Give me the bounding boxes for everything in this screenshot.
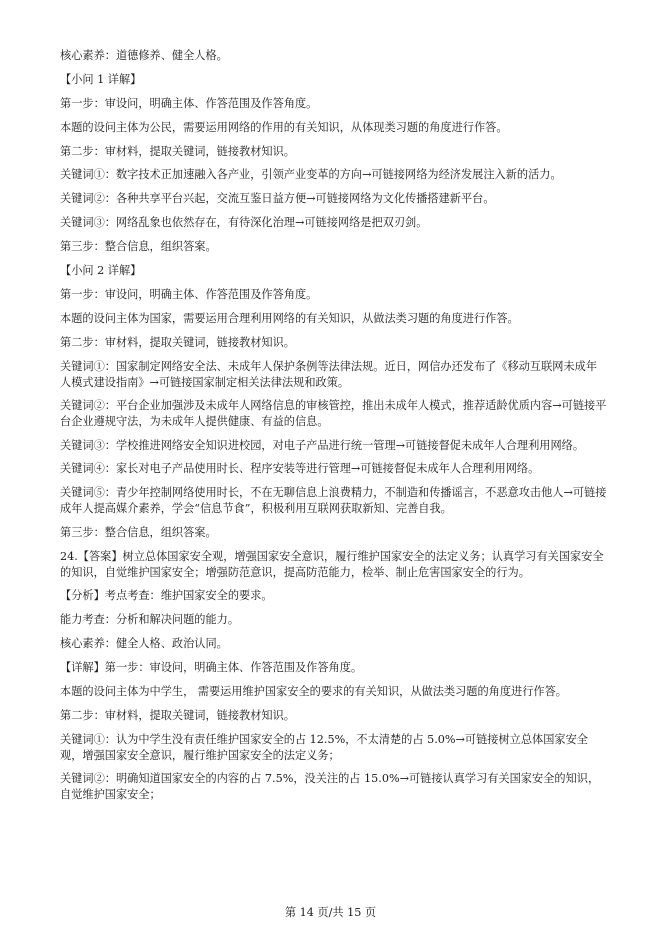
text-paragraph: 关键词⑤：青少年控制网络使用时长，不在无聊信息上浪费精力，不制造和传播谣言，不恶意攻击他人→可链接成年人提高媒介素养，学会“信息节食”，积极利用互联网获取新知、完善自我。	[60, 486, 607, 516]
text-line: 第一步：审设问，明确主体、作答范围及作答角度。	[60, 287, 318, 301]
text-line: 【详解】第一步：审设问，明确主体、作答范围及作答角度。	[60, 661, 363, 674]
text-paragraph: 关键词②：明确知道国家安全的内容的占 7.5%，没关注的占 15.0%→可链接认真学习有关国家安全的知识，自觉维护国家安全；	[60, 772, 600, 802]
answer-paragraph: 24.【答案】树立总体国家安全观，增强国家安全意识，履行维护国家安全的法定义务；认真学习有关国家安全的知识，自觉维护国家安全；增强防范意识，提高防范能力，检举、制止危害国家安全的行为。	[60, 549, 604, 579]
text-line: 核心素养：健全人格、政治认同。	[60, 637, 228, 651]
text-line: 第一步：审设问，明确主体、作答范围及作答角度。	[60, 96, 318, 110]
text-line: 本题的设问主体为国家，需要运用合理利用网络的有关知识，从做法类习题的角度进行作答。	[60, 311, 519, 325]
text-line: 关键词④：家长对电子产品使用时长、程序安装等进行管理→可链接督促未成年人合理利用网络。	[60, 462, 540, 476]
text-paragraph: 关键词①：国家制定网络安全法、未成年人保护条例等法律法规。近日，网信办还发布了《移动互联网未成年人模式建设指南》→可链接国家制定相关法律法规和政策。	[60, 359, 598, 389]
text-line: 第三步：整合信息，组织答案。	[60, 240, 217, 254]
text-line: 关键词③：网络乱象也依然存在，有待深化治理→可链接网络是把双刃剑。	[60, 216, 428, 230]
document-body	[60, 48, 608, 811]
text-line: 第三步：整合信息，组织答案。	[60, 525, 217, 539]
text-line: 【分析】考点考查：维护国家安全的要求。	[60, 589, 273, 603]
text-line: 第二步：审材料，提取关键词，链接教材知识。	[60, 144, 295, 158]
text-line: 第二步：审材料，提取关键词，链接教材知识。	[60, 335, 295, 349]
text-paragraph: 关键词③：学校推进网络安全知识进校园，对电子产品进行统一管理→可链接督促未成年人合理利用网络。	[60, 438, 585, 452]
text-line: 能力考查：分析和解决问题的能力。	[60, 613, 240, 627]
text-line: 核心素养：道德修养、健全人格。	[60, 49, 228, 62]
page-number: 第 14 页/共 15 页	[284, 906, 377, 919]
text-line: 关键词②：各种共享平台兴起，交流互鉴日益方便→可链接网络为文化传播搭建新平台。	[60, 192, 495, 206]
text-paragraph: 关键词①：认为中学生没有责任维护国家安全的占 12.5%，不太清楚的占 5.0%→可链接树立总体国家安全观，增强国家安全意识，履行维护国家安全的法定义务；	[60, 732, 588, 762]
text-line: 关键词①：数字技术正加速融入各产业，引领产业变革的方向→可链接网络为经济发展注入新的活力。	[60, 168, 562, 182]
text-line: 第二步：审材料，提取关键词，链接教材知识。	[60, 708, 295, 722]
text-line: 本题的设问主体为中学生， 需要运用维护国家安全的要求的有关知识，从做法类习题的角度进行作答。	[60, 684, 567, 698]
section-heading: 【小问 1 详解】	[60, 72, 142, 86]
text-paragraph: 关键词②：平台企业加强涉及未成年人网络信息的审核管控，推出未成年人模式，推荐适龄优质内容→可链接平台企业遵规守法，为未成年人提供健康、有益的信息。	[60, 399, 607, 429]
text-line: 本题的设问主体为公民，需要运用网络的作用的有关知识，从体现类习题的角度进行作答。	[60, 120, 508, 134]
section-heading: 【小问 2 详解】	[60, 264, 142, 278]
